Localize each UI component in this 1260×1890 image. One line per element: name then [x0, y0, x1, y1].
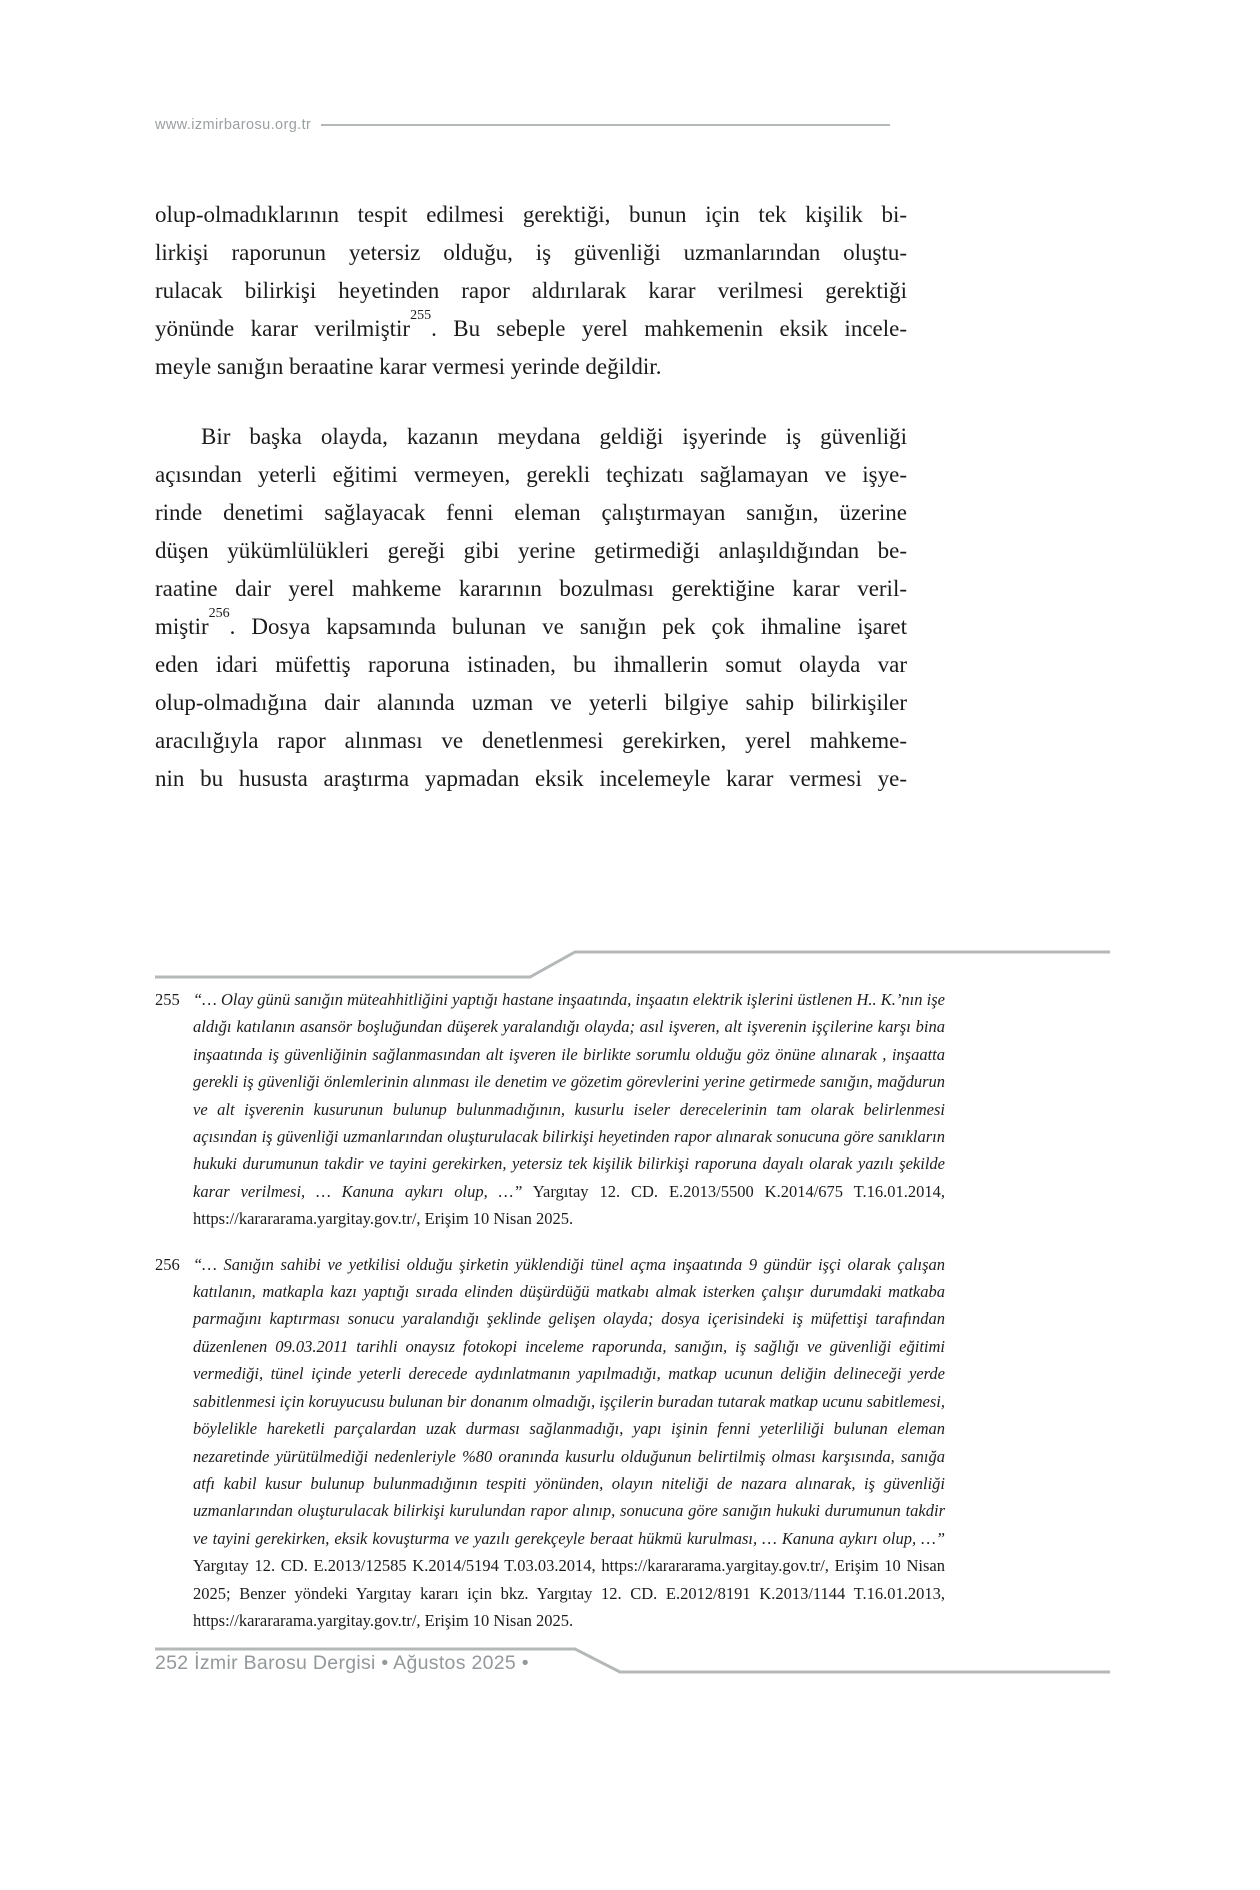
text-line: [155, 310, 907, 348]
text-line: [155, 646, 907, 684]
footnote-segment: “… Sanığın sahibi ve yetkilisi olduğu şirketin yüklendiği tünel açma inşaatında 9 gündür işçi olarak çalışan katılanın, matkapla kazı yaptığı sırada elinden düşürdüğü matkabı almak isterken çalışır durumdaki matkaba parmağını kaptırması sonucu yaralandığı şeklinde gelişen olayda; dosya içerisindeki iş müfettişi tarafından düzenlenen 09.03.2011 tarihli onaysız fotokopi inceleme raporunda, sanığın, iş sağlığı ve güvenliği eğitimi vermediği, tünel içinde yeterli derecede aydınlatmanın yapılmadığı, matkap ucunun deliğin delineceği yerde sabitlenmesi için koruyucusu bulunan bir donanım olmadığı, işçilerin buradan tutarak matkap ucunu sabitlemesi, böylelikle hareketli parçalardan uzak durması sağlanmadığı, yapı işinin fenni yeterliliği bulunan eleman nezaretinde yürütülmediği nedenleriyle %80 oranında kusurlu olduğunun belirtilmiş olması karşısında, sanığa atfı kabil kusur bulunup bulunmadığının tespiti yönünden, olayın niteliği de nazara alınarak, iş güvenliği uzmanlarından oluşturulacak bilirkişi kurulundan rapor alınıp, sonucuna göre sanığın hukuki durumunun takdir ve tayini gerekirken, eksik kovuşturma ve yazılı gerekçeyle beraat hükmü kurulması, … Kanuna aykırı olup, …”: [193, 1254, 945, 1548]
text-segment: olup-olmadığına dair alanında uzman ve yeterli bilgiye sahip bilirkişiler: [155, 690, 907, 715]
paragraph: [155, 196, 907, 386]
footnote-ref: 256: [208, 606, 230, 622]
footnote-separator: [155, 946, 1110, 982]
text-line: [155, 196, 907, 234]
footnote-text: [193, 1251, 945, 1635]
text-segment: aracılığıyla rapor alınması ve denetlenmesi gerekirken, yerel mahkeme-: [155, 728, 907, 753]
text-line: [155, 456, 907, 494]
text-segment: raatine dair yerel mahkeme kararının bozulması gerektiğine karar veril-: [155, 576, 907, 601]
footer-page-number: 252: [155, 1652, 189, 1674]
footnote-number: 255: [155, 990, 180, 1009]
footer-journal-line: İzmir Barosu Dergisi • Ağustos 2025 •: [194, 1652, 529, 1674]
footnote: [155, 986, 945, 1233]
text-line: [155, 684, 907, 722]
footnote-segment: Yargıtay 12. CD. E.2013/5500 K.2014/675 T.16.01.2014, https://karararama.yargitay.gov.tr/, Erişim 10 Nisan 2025.: [193, 1181, 945, 1229]
text-segment: yönünde karar verilmiştir: [155, 316, 411, 341]
text-line: [155, 418, 907, 456]
text-line: [155, 608, 907, 646]
footnote: [155, 1251, 945, 1635]
text-segment: açısından yeterli eğitimi vermeyen, gerekli teçhizatı sağlamayan ve işye-: [155, 462, 907, 487]
footnote-separator-line: [155, 952, 1110, 977]
text-segment: olup-olmadıklarının tespit edilmesi gerektiği, bunun için tek kişilik bi-: [155, 202, 907, 227]
text-segment: meyle sanığın beraatine karar vermesi yerinde değildir.: [155, 354, 662, 379]
text-segment: nin bu hususta araştırma yapmadan eksik incelemeyle karar vermesi ye-: [155, 766, 907, 791]
text-line: [155, 272, 907, 310]
footnote-number: 256: [155, 1254, 180, 1274]
header-rule: [321, 124, 890, 126]
footnote-segment: Yargıtay 12. CD. E.2013/12585 K.2014/5194 T.03.03.2014, https://karararama.yargitay.gov.tr/, Erişim 10 Nisan 2025; Benzer yöndeki Yargıtay kararı için bkz. Yargıtay 12. CD. E.2012/8191 K.2013/1144 T.16.01.2013, https://karararama.yargitay.gov.tr/, Erişim 10 Nisan 2025.: [193, 1556, 945, 1630]
text-line: [155, 348, 907, 386]
text-segment: . Dosya kapsamında bulunan ve sanığın pek çok ihmaline işaret: [229, 614, 907, 639]
header-url: www.izmirbarosu.org.tr: [155, 117, 312, 133]
text-segment: miştir: [155, 614, 209, 639]
text-line: [155, 760, 907, 798]
text-segment: eden idari müfettiş raporuna istinaden, bu ihmallerin somut olayda var: [155, 652, 907, 677]
text-segment: . Bu sebeple yerel mahkemenin eksik incele-: [431, 316, 907, 341]
text-line: [155, 234, 907, 272]
footnote-ref: 255: [410, 308, 432, 324]
text-segment: Bir başka olayda, kazanın meydana geldiği işyerinde iş güvenliği: [201, 424, 907, 449]
text-segment: rinde denetimi sağlayacak fenni eleman çalıştırmayan sanığın, üzerine: [155, 500, 907, 525]
paragraph: [155, 418, 907, 798]
footnote-segment: “… Olay günü sanığın müteahhitliğini yaptığı hastane inşaatında, inşaatın elektrik işlerini üstlenen H.. K.’nın işe aldığı katılanın asansör boşluğundan düşerek yaralandığı olayda; asıl işveren, alt işverenin işçilerine karşı bina inşaatında iş güvenliğinin sağlanmasından alt işveren ile birlikte sorumlu olduğu göz önüne alınarak , inşaatta gerekli iş güvenliği önlemlerinin alınması ile denetim ve gözetim görevlerini yerine getirmede sanığın, mağdurun ve alt işverenin kusurunun bulunup bulunmadığının, kusurlu iseler derecelerinin tam olarak belirlenmesi açısından iş güvenliği uzmanlarından oluşturulacak bilirkişi heyetinden rapor alınarak sonucuna göre sanıkların hukuki durumunun takdir ve tayini gerekirken, yetersiz tek kişilik bilirkişi raporuna dayalı olarak yazılı şekilde karar verilmesi, … Kanuna aykırı olup, …”: [193, 990, 945, 1201]
text-line: [155, 494, 907, 532]
text-line: [155, 570, 907, 608]
page-header: [155, 117, 890, 133]
text-segment: düşen yükümlülükleri gereği gibi yerine getirmediği anlaşıldığından be-: [155, 538, 907, 563]
text-segment: lirkişi raporunun yetersiz olduğu, iş güvenliği uzmanlarından oluştu-: [155, 240, 907, 265]
text-line: [155, 532, 907, 570]
body-text: [155, 196, 907, 798]
page-footer: [155, 1652, 529, 1675]
footnotes: [155, 986, 945, 1652]
text-line: [155, 722, 907, 760]
text-segment: rulacak bilirkişi heyetinden rapor aldırılarak karar verilmesi gerektiği: [155, 278, 907, 303]
footnote-text: [193, 986, 945, 1233]
